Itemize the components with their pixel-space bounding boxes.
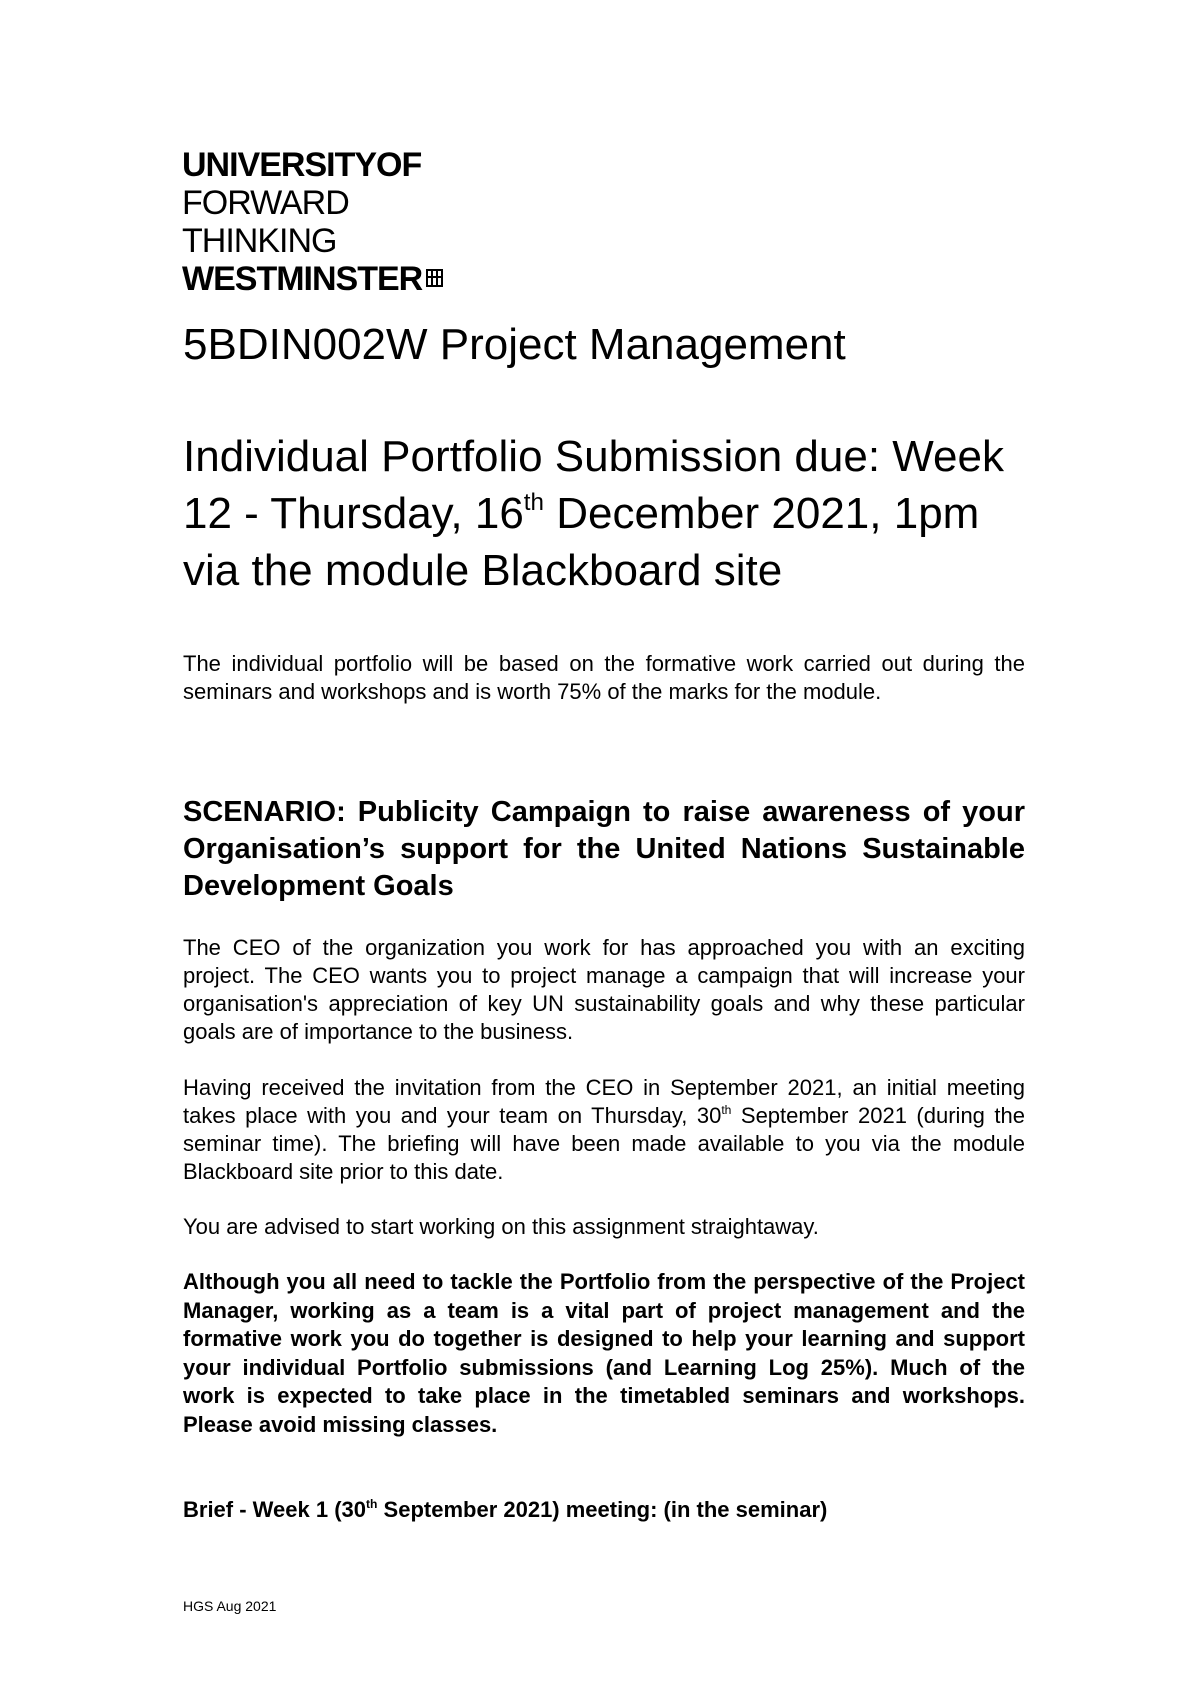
logo-line-3: THINKING xyxy=(182,222,337,260)
due-text-2: December 2021, 1pm via the module Blackboard site xyxy=(183,489,980,595)
due-ordinal: th xyxy=(523,488,544,516)
team-paragraph: Although you all need to tackle the Portfolio from the perspective of the Project Manager, working as a team is a vital part of project management and the formative work you do together is designed to help your learning and support your individual Portfolio submissions (and Learning Log 25%). Much of the work is expected to take place in the timetabled seminars and workshops. Please avoid missing classes. xyxy=(183,1269,1025,1437)
scenario-heading: SCENARIO: Publicity Campaign to raise awareness of your Organisation’s support for the United Nations Sustainable Development Goals xyxy=(183,796,1025,902)
ceo-paragraph: The CEO of the organization you work for has approached you with an exciting project. The CEO wants you to project manage a campaign that will increase your organisation's appreciation of key UN sustainability goals and why these particular goals are of importance to the business. xyxy=(183,935,1025,1044)
page-footer: HGS Aug 2021 xyxy=(183,1598,277,1614)
meeting-ordinal: th xyxy=(721,1102,732,1117)
meeting-text-2: September 2021 (during the seminar time). The briefing will have been made available to you via the module Blackboard site prior to this date. xyxy=(183,1103,1025,1184)
brief-text-2: September 2021) meeting: (in the seminar) xyxy=(377,1497,828,1522)
logo-line-4 xyxy=(182,260,482,298)
brief-heading xyxy=(183,1496,827,1524)
logo-line-4-text: WESTMINSTER xyxy=(182,260,423,298)
meeting-text-1: Having received the invitation from the CEO in September 2021, an initial meeting takes place with you and your team on Thursday, 30 xyxy=(183,1075,1025,1128)
submission-due-heading xyxy=(183,428,1025,599)
module-title: 5BDIN002W Project Management xyxy=(183,320,846,369)
portcullis-icon xyxy=(426,269,443,287)
meeting-paragraph xyxy=(183,1074,1025,1186)
university-logo xyxy=(182,146,482,298)
intro-paragraph: The individual portfolio will be based on the formative work carried out during the seminars and workshops and is worth 75% of the marks for the module. xyxy=(183,651,1025,704)
logo-line-1: UNIVERSITYOF xyxy=(182,146,422,184)
advice-paragraph: You are advised to start working on this assignment straightaway. xyxy=(183,1214,819,1239)
brief-text-1: Brief - Week 1 (30 xyxy=(183,1497,367,1522)
logo-line-2: FORWARD xyxy=(182,184,349,222)
brief-ordinal: th xyxy=(366,1496,378,1511)
due-text-1: Individual Portfolio Submission due: Week 12 - Thursday, 16 xyxy=(183,432,1004,538)
